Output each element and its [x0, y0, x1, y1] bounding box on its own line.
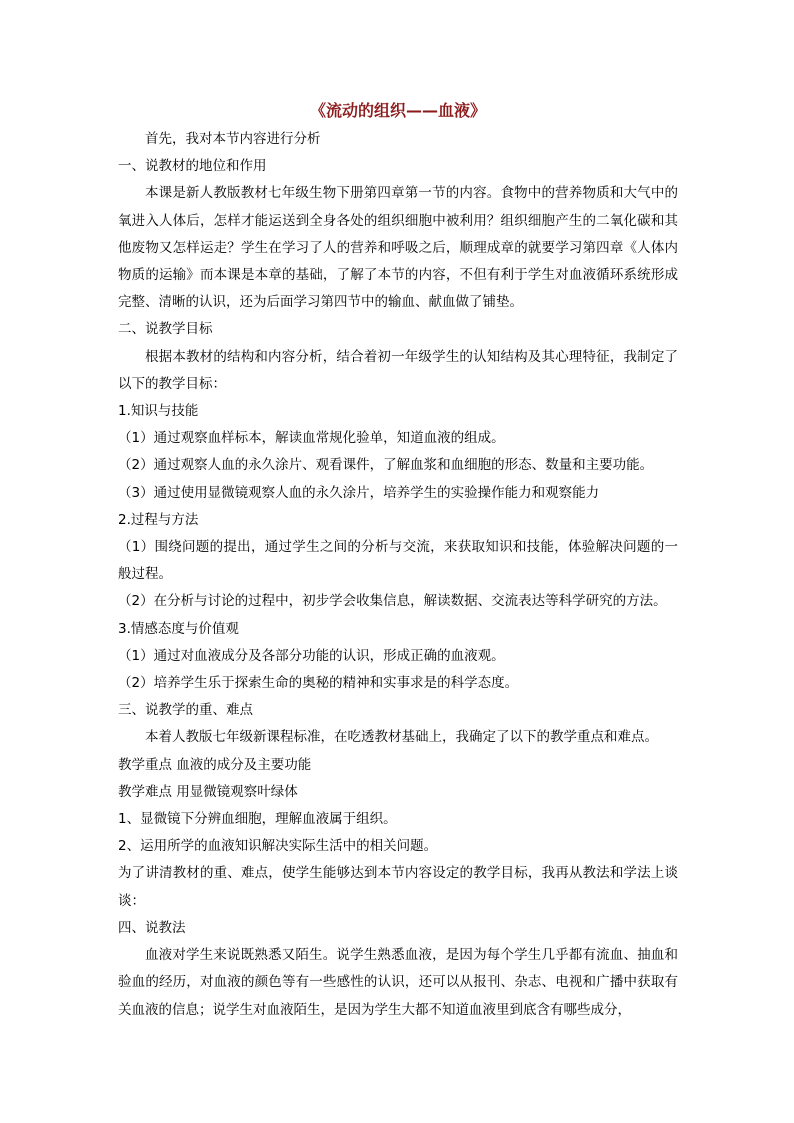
paragraph: （2）培养学生乐于探索生命的奥秘的精神和实事求是的科学态度。	[118, 675, 519, 692]
paragraph: 1.知识与技能	[118, 403, 199, 420]
document-title: 《流动的组织——血液》	[309, 101, 486, 120]
paragraph: （2）通过观察人血的永久涂片、观看课件，了解血浆和血细胞的形态、数量和主要功能。	[118, 457, 654, 474]
paragraph: 一、说教材的地位和作用	[118, 158, 267, 175]
paragraph: 教学难点 用显微镜观察叶绿体	[118, 783, 298, 800]
paragraph: （1）通过对血液成分及各部分功能的认识，形成正确的血液观。	[118, 647, 505, 664]
paragraph: 为了讲清教材的重、难点，使学生能够达到本节内容设定的教学目标，我再从教法和学法上谈谈：	[118, 865, 678, 909]
paragraph: 根据本教材的结构和内容分析，结合着初一年级学生的认知结构及其心理特征，我制定了以下的教学目标：	[118, 348, 678, 392]
paragraph: 四、说教法	[118, 919, 186, 936]
paragraph: 三、说教学的重、难点	[118, 702, 253, 719]
paragraph: 首先，我对本节内容进行分析	[145, 131, 321, 147]
paragraph: 二、说教学目标	[118, 321, 213, 338]
document-page	[118, 96, 678, 1024]
paragraph: 3.情感态度与价值观	[118, 620, 239, 637]
paragraph: 2、运用所学的血液知识解决实际生活中的相关问题。	[118, 838, 438, 855]
paragraph: （2）在分析与讨论的过程中，初步学会收集信息，解读数据、交流表达等科学研究的方法。	[118, 593, 667, 610]
paragraph: 血液对学生来说既熟悉又陌生。说学生熟悉血液，是因为每个学生几乎都有流血、抽血和验血的经历，对血液的颜色等有一些感性的认识，还可以从报刊、杂志、电视和广播中获取有关血液的信息；说学生对血液陌生，是因为学生大都不知道血液里到底含有哪些成分，	[118, 947, 678, 1018]
paragraph: 2.过程与方法	[118, 511, 199, 528]
paragraph: 1、显微镜下分辨血细胞，理解血液属于组织。	[118, 811, 397, 828]
document-body	[118, 126, 678, 1024]
paragraph: （1）围绕问题的提出，通过学生之间的分析与交流，来获取知识和技能，体验解决问题的一般过程。	[118, 539, 678, 583]
paragraph: 本课是新人教版教材七年级生物下册第四章第一节的内容。食物中的营养物质和大气中的氧进入人体后，怎样才能运送到全身各处的组织细胞中被利用？组织细胞产生的二氧化碳和其他废物又怎样运走？学生在学习了人的营养和呼吸之后，顺理成章的就要学习第四章《人体内物质的运输》而本课是本章的基础，了解了本节的内容，不但有利于学生对血液循环系统形成完整、清晰的认识，还为后面学习第四节中的输血、献血做了铺垫。	[118, 185, 678, 311]
paragraph: 本着人教版七年级新课程标准，在吃透教材基础上，我确定了以下的教学重点和难点。	[145, 729, 658, 746]
paragraph: （3）通过使用显微镜观察人血的永久涂片，培养学生的实验操作能力和观察能力	[118, 484, 600, 501]
paragraph: （1）通过观察血样标本，解读血常规化验单，知道血液的组成。	[118, 430, 505, 447]
paragraph: 教学重点 血液的成分及主要功能	[118, 756, 312, 773]
